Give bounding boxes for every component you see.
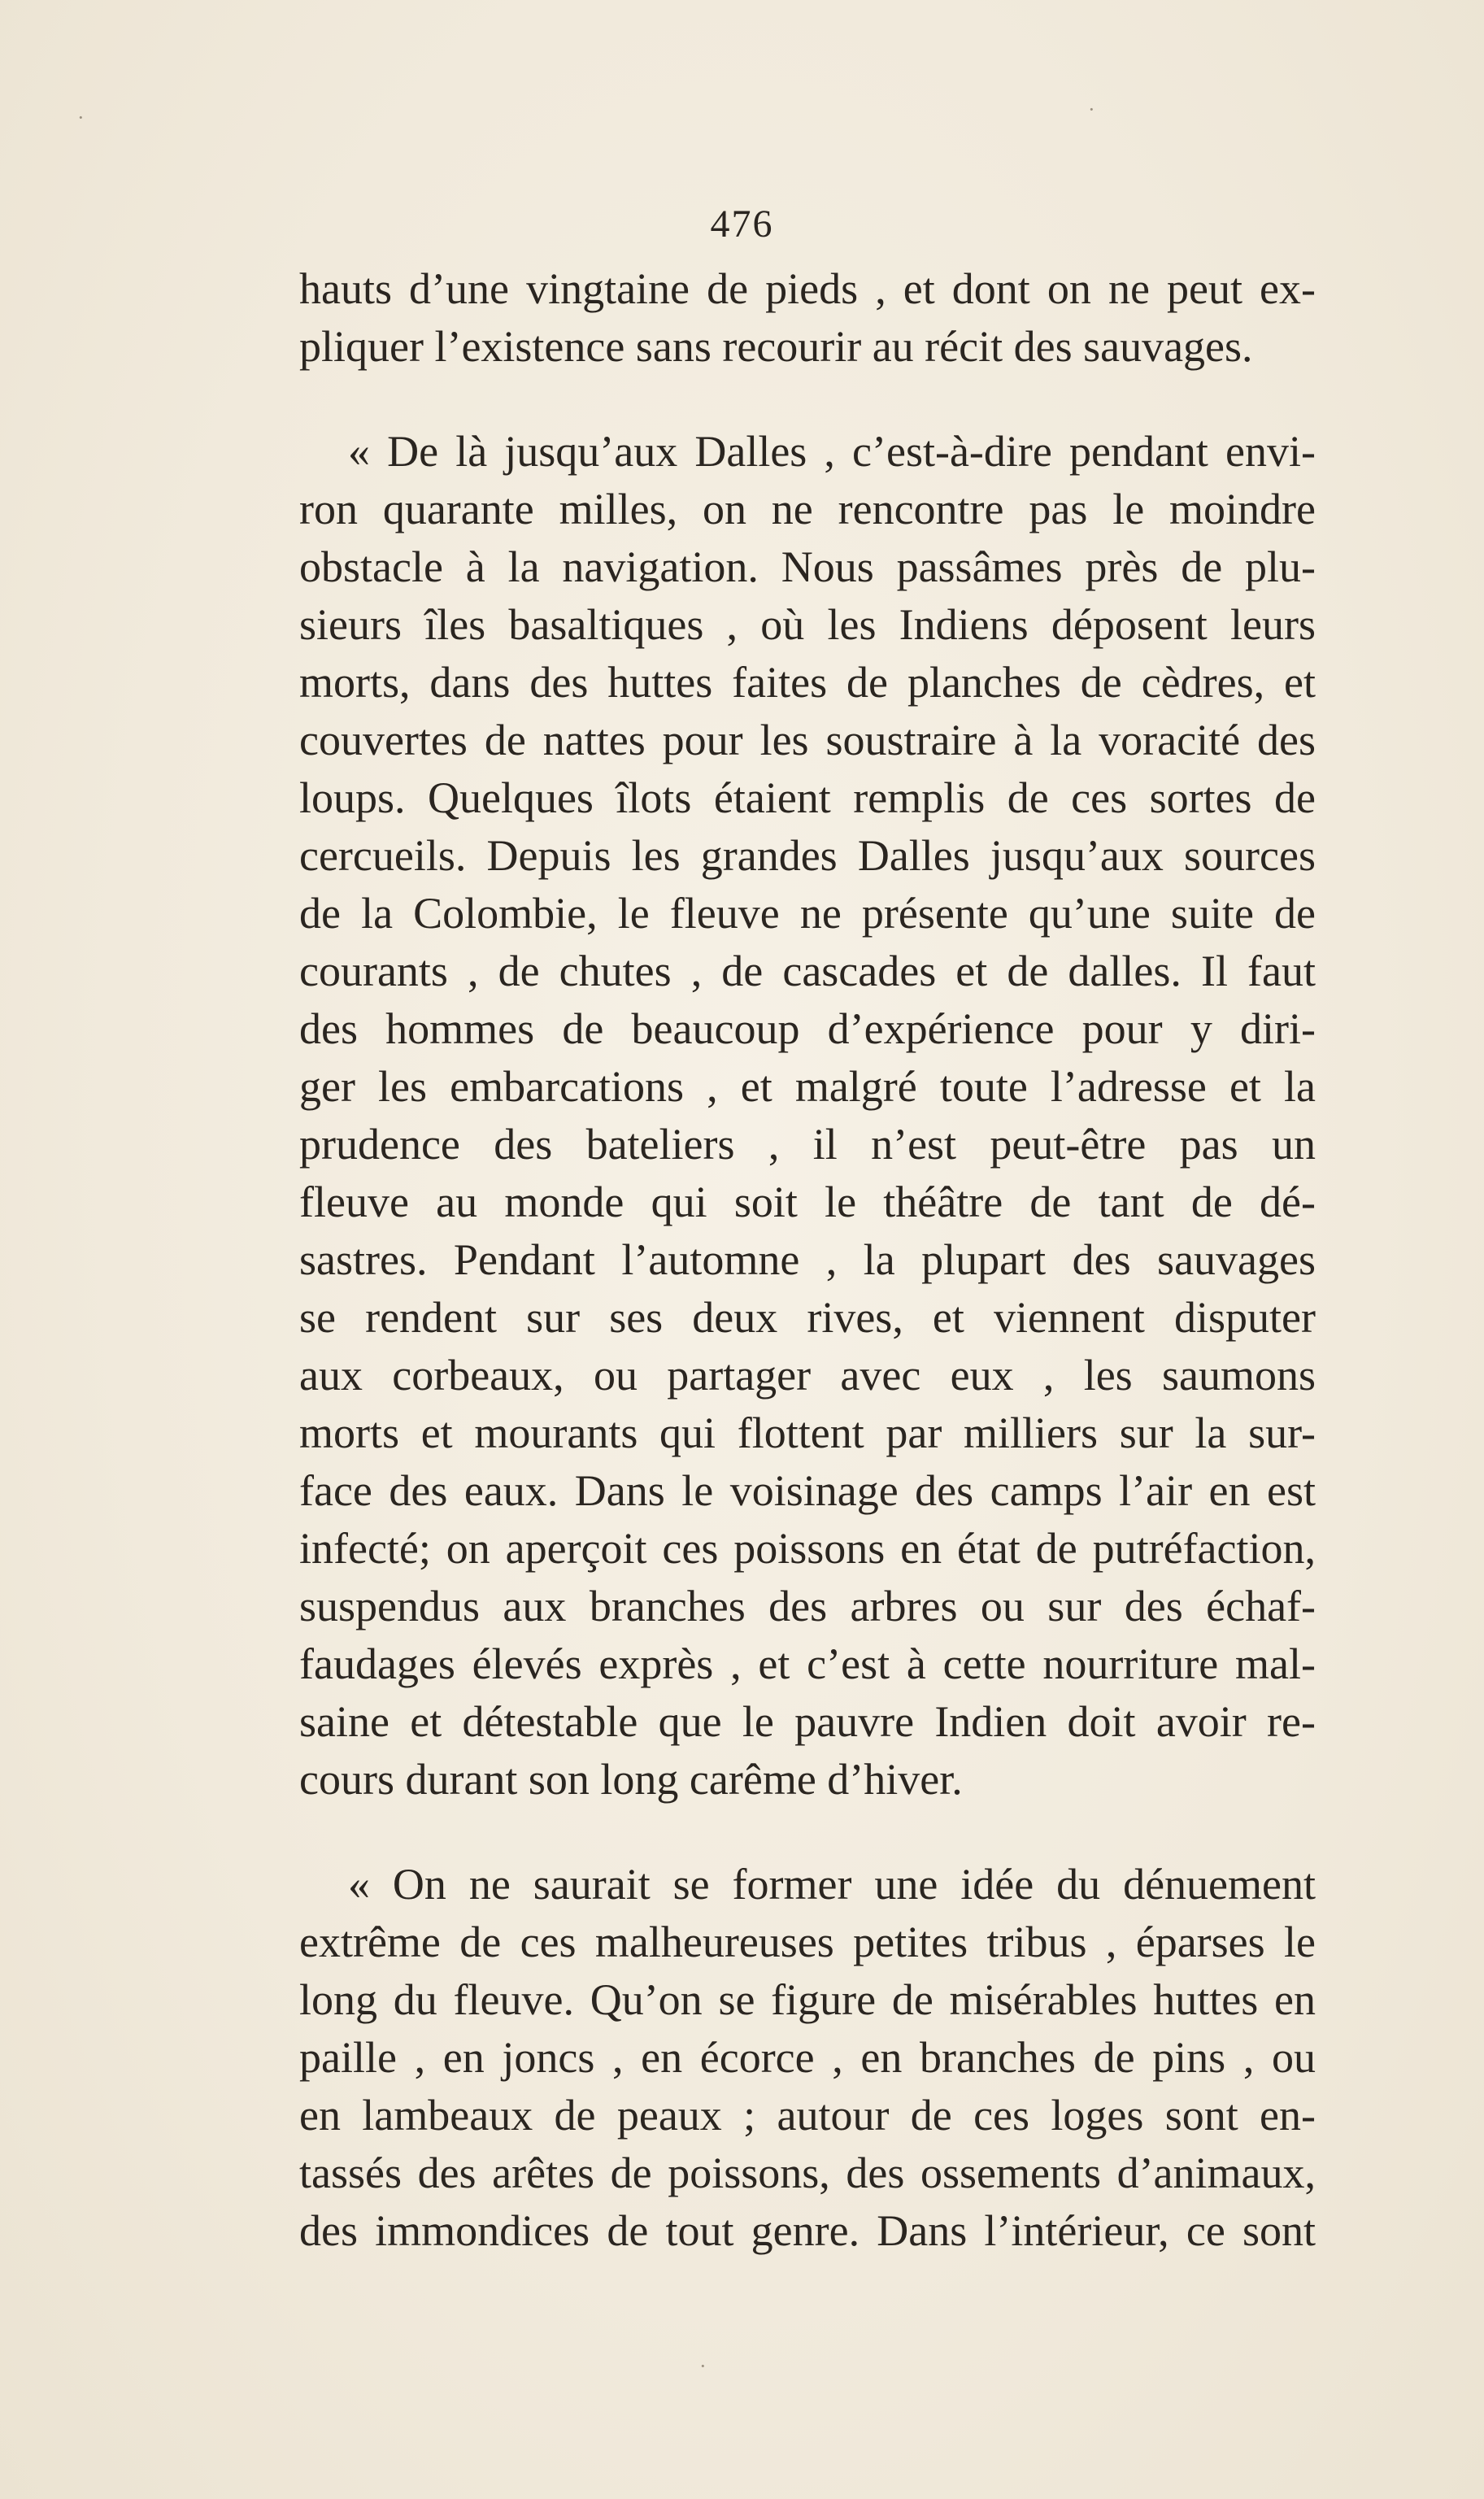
paper-speck: ·	[1088, 98, 1095, 121]
text-line: se rendent sur ses deux rives, et viennent disputer	[299, 1293, 1316, 1342]
paragraph-2	[299, 423, 1316, 1809]
text-line: fleuve au monde qui soit le théâtre de tant de dé-	[299, 1178, 1316, 1226]
text-line: suspendus aux branches des arbres ou sur des échaf-	[299, 1582, 1316, 1630]
text-line: sieurs îles basaltiques , où les Indiens déposent leurs	[299, 600, 1316, 649]
text-line: hauts d’une vingtaine de pieds , et dont on ne peut ex-	[299, 264, 1316, 313]
text-line: morts et mourants qui flottent par milliers sur la sur-	[299, 1408, 1316, 1457]
text-line: pliquer l’existence sans recourir au récit des sauvages.	[299, 322, 1253, 371]
text-line: de la Colombie, le fleuve ne présente qu’une suite de	[299, 889, 1316, 938]
text-line: prudence des bateliers , il n’est peut-être pas un	[299, 1120, 1316, 1169]
text-line: « De là jusqu’aux Dalles , c’est-à-dire pendant envi-	[348, 427, 1316, 476]
paragraph-1	[299, 260, 1316, 376]
text-line: tassés des arêtes de poissons, des ossements d’animaux,	[299, 2149, 1316, 2197]
text-line: sastres. Pendant l’automne , la plupart des sauvages	[299, 1235, 1316, 1284]
paper-speck: ·	[699, 2354, 707, 2378]
text-line: cours durant son long carême d’hiver.	[299, 1755, 963, 1804]
text-line: ger les embarcations , et malgré toute l’adresse et la	[299, 1062, 1316, 1111]
text-line: loups. Quelques îlots étaient remplis de ces sortes de	[299, 773, 1316, 822]
text-line: faudages élevés exprès , et c’est à cette nourriture mal-	[299, 1639, 1316, 1688]
text-line: couvertes de nattes pour les soustraire à la voracité des	[299, 716, 1316, 764]
text-line: infecté; on aperçoit ces poissons en état de putréfaction,	[299, 1524, 1316, 1573]
page-number: 476	[710, 202, 774, 246]
text-line: des hommes de beaucoup d’expérience pour y diri-	[299, 1004, 1316, 1053]
text-line: aux corbeaux, ou partager avec eux , les saumons	[299, 1351, 1316, 1400]
text-line: cercueils. Depuis les grandes Dalles jusqu’aux sources	[299, 831, 1316, 880]
text-line: « On ne saurait se former une idée du dénuement	[348, 1860, 1316, 1909]
text-line: paille , en joncs , en écorce , en branches de pins , ou	[299, 2033, 1316, 2082]
text-line: morts, dans des huttes faites de planches de cèdres, et	[299, 658, 1316, 707]
text-line: face des eaux. Dans le voisinage des camps l’air en est	[299, 1466, 1316, 1515]
text-line: en lambeaux de peaux ; autour de ces loges sont en-	[299, 2091, 1316, 2140]
body-text	[299, 260, 1316, 2260]
text-line: courants , de chutes , de cascades et de dalles. Il faut	[299, 947, 1316, 995]
text-line: saine et détestable que le pauvre Indien doit avoir re-	[299, 1697, 1316, 1746]
text-line: obstacle à la navigation. Nous passâmes près de plu-	[299, 542, 1316, 591]
text-line: long du fleuve. Qu’on se figure de misérables huttes en	[299, 1975, 1316, 2024]
text-line: des immondices de tout genre. Dans l’intérieur, ce sont	[299, 2206, 1316, 2255]
paper-speck: ·	[77, 106, 85, 129]
paragraph-3	[299, 1856, 1316, 2260]
text-line: ron quarante milles, on ne rencontre pas le moindre	[299, 485, 1316, 533]
text-line: extrême de ces malheureuses petites tribus , éparses le	[299, 1918, 1316, 1966]
